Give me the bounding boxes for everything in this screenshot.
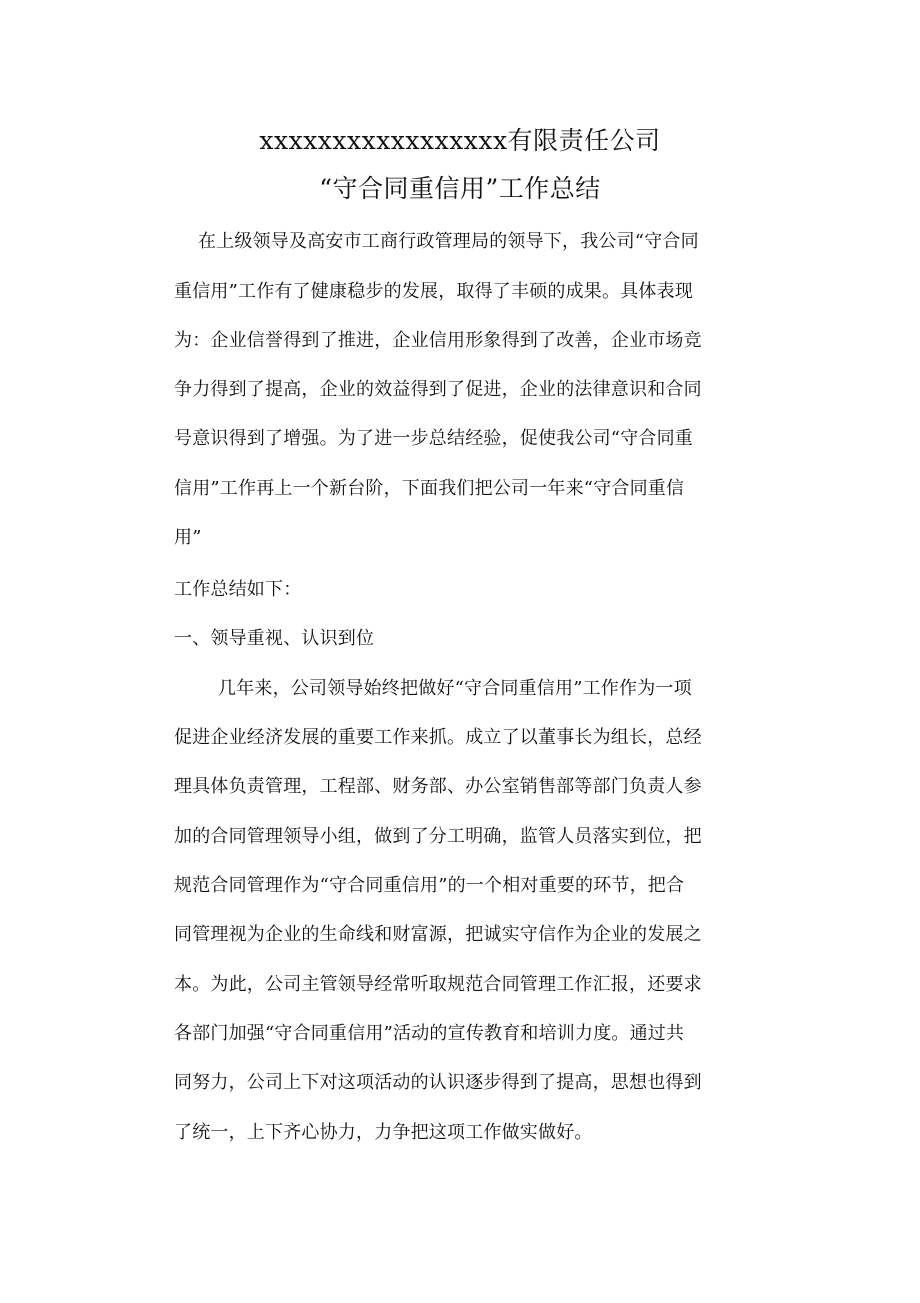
paragraph-line: 各部门加强“守合同重信用”活动的宣传教育和培训力度。通过共 — [174, 1023, 685, 1044]
paragraph-line: 号意识得到了增强。为了进一步总结经验，促使我公司“守合同重 — [174, 428, 693, 449]
paragraph-line: 几年来，公司领导始终把做好“守合同重信用”工作作为一项 — [218, 678, 692, 699]
paragraph-line: 在上级领导及高安市工商行政管理局的领导下，我公司“守合同 — [198, 231, 699, 252]
document-title: “守合同重信用”工作总结 — [319, 174, 601, 203]
paragraph-line: 为：企业信誉得到了推进，企业信用形象得到了改善，企业市场竞 — [174, 330, 702, 351]
paragraph-line: 加的合同管理领导小组，做到了分工明确，监管人员落实到位，把 — [174, 826, 702, 847]
paragraph-line: 了统一，上下齐心协力，力争把这项工作做实做好。 — [174, 1122, 593, 1143]
paragraph-line: 同管理视为企业的生命线和财富源，把诚实守信作为企业的发展之 — [174, 924, 702, 945]
paragraph-line: 促进企业经济发展的重要工作来抓。成立了以董事长为组长，总经 — [174, 727, 702, 748]
section-heading: 一、领导重视、认识到位 — [174, 628, 375, 649]
company-title: xxxxxxxxxxxxxxxxx有限责任公司 — [259, 126, 661, 155]
paragraph-line: 理具体负责管理，工程部、财务部、办公室销售部等部门负责人参 — [174, 776, 702, 797]
paragraph-line: 规范合同管理作为“守合同重信用”的一个相对重要的环节，把合 — [174, 875, 685, 896]
paragraph-line: 同努力，公司上下对这项活动的认识逐步得到了提高，思想也得到 — [174, 1072, 702, 1093]
paragraph-line: 用” — [174, 527, 202, 548]
paragraph-line: 工作总结如下： — [174, 579, 302, 600]
paragraph-line: 本。为此，公司主管领导经常听取规范合同管理工作汇报，还要求 — [174, 974, 702, 995]
paragraph-line: 争力得到了提高，企业的效益得到了促进，企业的法律意识和合同 — [174, 379, 702, 400]
paragraph-line: 重信用”工作有了健康稳步的发展，取得了丰硕的成果。具体表现 — [174, 281, 693, 302]
paragraph-line: 信用”工作再上一个新台阶，下面我们把公司一年来“守合同重信 — [174, 478, 685, 499]
